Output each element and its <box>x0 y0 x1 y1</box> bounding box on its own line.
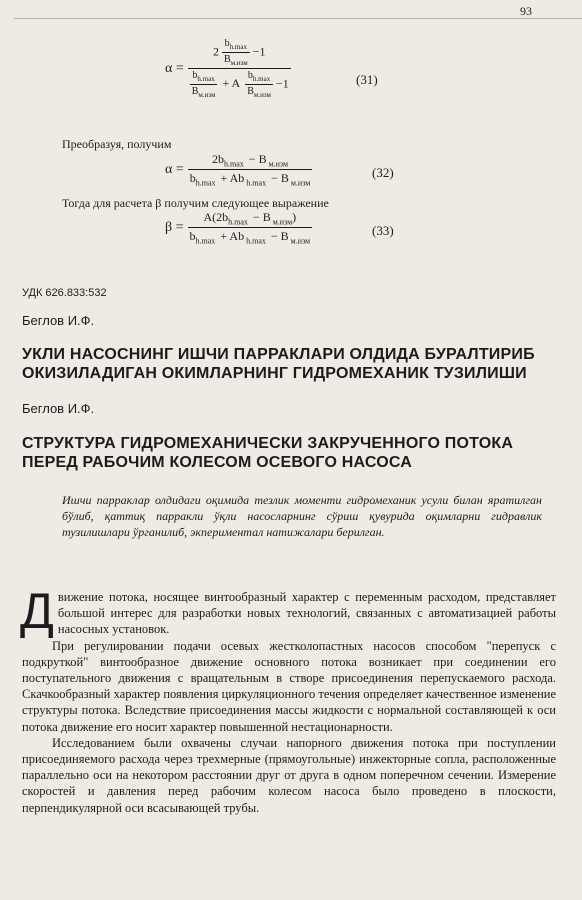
page-top-rule <box>14 18 582 19</box>
eq31-num-inner-den-sub: м.изм <box>230 59 248 67</box>
eq33-den-plus-ab: + Ab <box>220 229 245 244</box>
body-paragraph-1 <box>20 583 556 639</box>
eq31-den-minus-one: −1 <box>275 76 289 91</box>
equation-33-numerator <box>201 210 298 227</box>
eq33-den-minus-b: − B <box>270 229 289 244</box>
eq31-den-frac2 <box>245 70 273 99</box>
equation-33 <box>165 210 312 246</box>
eq33-num-b-sub: h.max <box>228 217 248 227</box>
eq31-den-frac2-den-sub: м.изм <box>253 91 271 99</box>
equation-32-number: (32) <box>372 165 394 180</box>
equation-33-number: (33) <box>372 223 394 238</box>
equation-32-denominator <box>188 169 313 187</box>
equation-33-denominator <box>188 227 313 245</box>
eq32-num-b-sub: h.max <box>224 159 244 169</box>
russian-title-line-2: ПЕРЕД РАБОЧИМ КОЛЕСОМ ОСЕВОГО НАСОСА <box>22 454 412 471</box>
eq31-den-frac1 <box>190 70 218 99</box>
eq32-den-b-big-sub: м.изм <box>290 178 311 188</box>
equation-31-denominator <box>188 68 291 99</box>
eq32-den-ab-sub: h.max <box>246 178 267 188</box>
body-paragraph-1-text: вижение потока, носящее винтообразный характер с переменным расходом, представляет большой интерес для разработки новых технологий, связанных с автоматизацией работы насосных установок. <box>57 590 556 637</box>
eq31-den-frac1-den-sub: м.изм <box>198 91 216 99</box>
eq32-den-plus-ab: + Ab <box>220 171 245 186</box>
eq31-den-frac2-num: b <box>247 70 253 81</box>
eq31-den-frac2-den: B <box>247 86 254 97</box>
equation-33-fraction <box>188 210 313 246</box>
eq31-num-minus-one: −1 <box>252 44 266 59</box>
eq31-coef: 2 <box>212 44 219 59</box>
eq32-den-minus-b: − B <box>271 171 289 186</box>
equation-31-fraction <box>188 38 291 99</box>
russian-title-line-1: СТРУКТУРА ГИДРОМЕХАНИЧЕСКИ ЗАКРУЧЕННОГО ПОТОКА <box>22 435 514 452</box>
body-paragraph-3: Исследованием были охвачены случаи напорного движения потока при поступлении присоединяемого расхода через трехмерные (прямоугольные) инжекторные сопла, расположенные параллельно оси на некотором расстоянии друг от друга в одном поперечном сечении. Измерение скоростей и давления перед рабочим колесом насоса было проведено в плоскости, перпендикулярной оси всасывающей трубы. <box>22 735 556 815</box>
equation-32-fraction <box>188 152 313 188</box>
equation-31-numerator <box>211 38 267 68</box>
equation-32-numerator <box>210 152 290 169</box>
udc-code: УДК 626.833:532 <box>22 287 107 299</box>
eq33-den-b-sub: h.max <box>195 236 216 246</box>
eq31-num-inner-den: B <box>223 54 231 65</box>
eq32-den-b: b <box>189 171 196 186</box>
eq33-num-b-big-sub: м.изм <box>272 217 293 227</box>
body-text <box>20 583 556 816</box>
abstract: Ишчи парраклар олдидаги оқимида тезлик моменти гидромеханик усули билан яратилган бўлиб, қаттиқ парракли ўқли насосларнинг сўриш қувурида оқимларни гидравлик тузилишлари ўрганилиб, экпериментал натижалари берилган. <box>62 493 542 539</box>
equation-31-lhs: α = <box>165 60 184 76</box>
uzbek-author: Беглов И.Ф. <box>22 313 95 328</box>
page-number: 93 <box>520 4 532 18</box>
russian-author: Беглов И.Ф. <box>22 401 95 416</box>
eq31-num-inner-num: b <box>224 38 230 49</box>
equation-32 <box>165 152 312 188</box>
then-line: Тогда для расчета β получим следующее выражение <box>62 196 329 210</box>
equation-31-number: (31) <box>356 72 378 87</box>
eq31-den-frac1-den: B <box>191 86 199 97</box>
eq33-den-b: b <box>189 229 196 244</box>
uzbek-title-line-1: УКЛИ НАСОСНИНГ ИШЧИ ПАРРАКЛАРИ ОЛДИДА БУРАЛТИРИБ <box>22 346 535 363</box>
eq32-num-b-big-sub: м.изм <box>268 159 289 169</box>
eq32-den-b-sub: h.max <box>195 178 216 188</box>
eq33-num-close: ) <box>292 210 297 224</box>
equation-32-lhs: α = <box>165 161 184 177</box>
eq31-den-frac1-num: b <box>192 70 198 81</box>
russian-title <box>22 434 562 472</box>
eq31-num-inner-frac <box>222 38 250 67</box>
eq31-den-frac2-num-sub: h.max <box>252 75 271 83</box>
eq33-den-b-big-sub: м.изм <box>290 236 311 246</box>
transform-line: Преобразуя, получим <box>62 137 172 151</box>
drop-cap: Д <box>20 583 54 639</box>
eq33-num-minus-b: − B <box>252 210 271 224</box>
uzbek-title <box>22 345 562 383</box>
eq31-den-frac1-num-sub: h.max <box>197 75 215 83</box>
eq32-num-b: 2b <box>212 152 225 166</box>
eq31-den-plus-a: + A <box>222 76 241 91</box>
body-paragraph-2: При регулировании подачи осевых жестколопастных насосов способом "перепуск с подкруткой" винтообразное движение основного потока возникает при соединении его поступательного движения с вращательным в створе присоединения перепускаемого расхода. Скачкообразный характер появления циркуляционного течения определяет качественное изменение структуры потока. Вследствие присоединения массы жидкости с нормальной составляющей к оси потока движение его носит характер повышенной нестационарности. <box>22 638 556 734</box>
eq32-num-minus-b: − B <box>248 152 267 166</box>
eq33-den-ab-sub: h.max <box>246 236 266 246</box>
uzbek-title-line-2: ОКИЗИЛАДИГАН ОКИМЛАРНИНГ ГИДРОМЕХАНИК ТУЗИЛИШИ <box>22 365 527 382</box>
equation-31 <box>165 38 291 99</box>
eq31-num-inner-num-sub: h.max <box>229 43 247 51</box>
equation-33-lhs: β = <box>165 219 184 235</box>
eq33-num-a: A(2b <box>203 210 229 224</box>
